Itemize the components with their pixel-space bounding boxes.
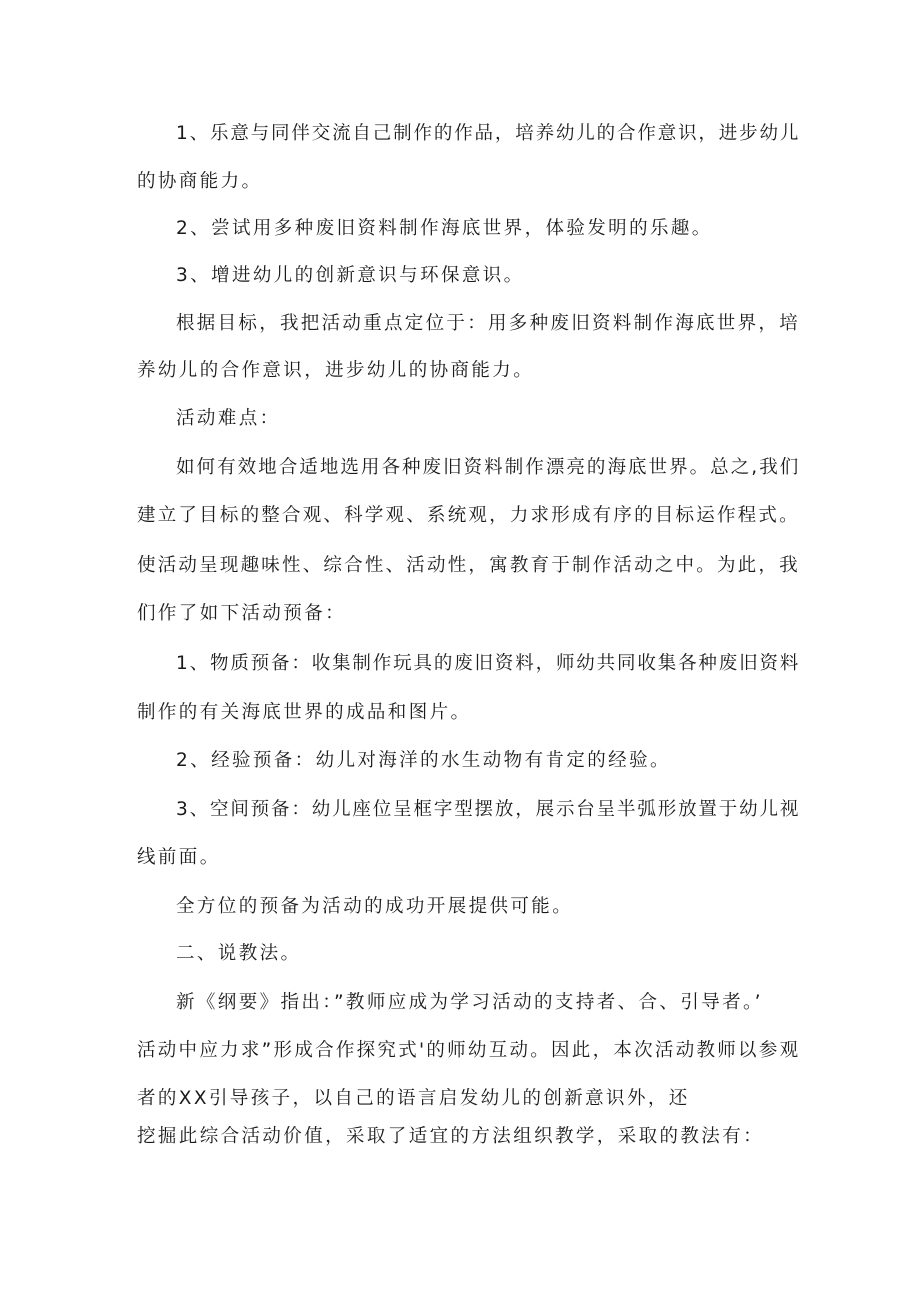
paragraph-line: 活动中应力求”形成合作探究式'的师幼互动。因此，本次活动教师以参观 [137,1040,801,1061]
paragraph-line: 挖掘此综合活动价值，采取了适宜的方法组织教学，采取的教法有： [137,1126,765,1147]
paragraph-line: 新《纲要》指出：”教师应成为学习活动的支持者、合、引导者。’ [176,992,763,1013]
paragraph-line: 3、空间预备：幼儿座位呈框字型摆放，展示台呈半弧形放置于幼儿视 [176,799,801,820]
paragraph-line: 3、增进幼儿的创新意识与环保意识。 [176,265,525,286]
paragraph-line: 养幼儿的合作意识，进步幼儿的协商能力。 [137,360,535,381]
paragraph-line: 1、物质预备：收集制作玩具的废旧资料，师幼共同收集各种废旧资料 [176,653,801,674]
paragraph-line: 者的XX引导孩子，以自己的语言启发幼儿的创新意识外，还 [137,1088,690,1109]
section-heading: 二、说教法。 [176,943,302,964]
paragraph-line: 2、经验预备：幼儿对海洋的水生动物有肯定的经验。 [176,750,671,771]
paragraph-line: 如何有效地合适地选用各种废旧资料制作漂亮的海底世界。总之,我们 [176,457,801,478]
paragraph-line: 建立了目标的整合观、科学观、系统观，力求形成有序的目标运作程式。 [137,505,800,526]
paragraph-line: 全方位的预备为活动的成功开展提供可能。 [176,896,574,917]
paragraph-line: 制作的有关海底世界的成品和图片。 [137,702,472,723]
paragraph-line: 2、尝试用多种废旧资料制作海底世界，体验发明的乐趣。 [176,218,713,239]
section-label: 活动难点： [176,408,281,429]
paragraph-line: 线前面。 [137,847,221,868]
paragraph-line: 们作了如下活动预备： [137,603,347,624]
paragraph-line: 1、乐意与同伴交流自己制作的作品，培养幼儿的合作意识，进步幼儿 [176,123,801,144]
paragraph-line: 使活动呈现趣味性、综合性、活动性，寓教育于制作活动之中。为此，我 [137,555,800,576]
paragraph-line: 的协商能力。 [137,171,263,192]
paragraph-line: 根据目标，我把活动重点定位于：用多种废旧资料制作海底世界，培 [176,313,801,334]
